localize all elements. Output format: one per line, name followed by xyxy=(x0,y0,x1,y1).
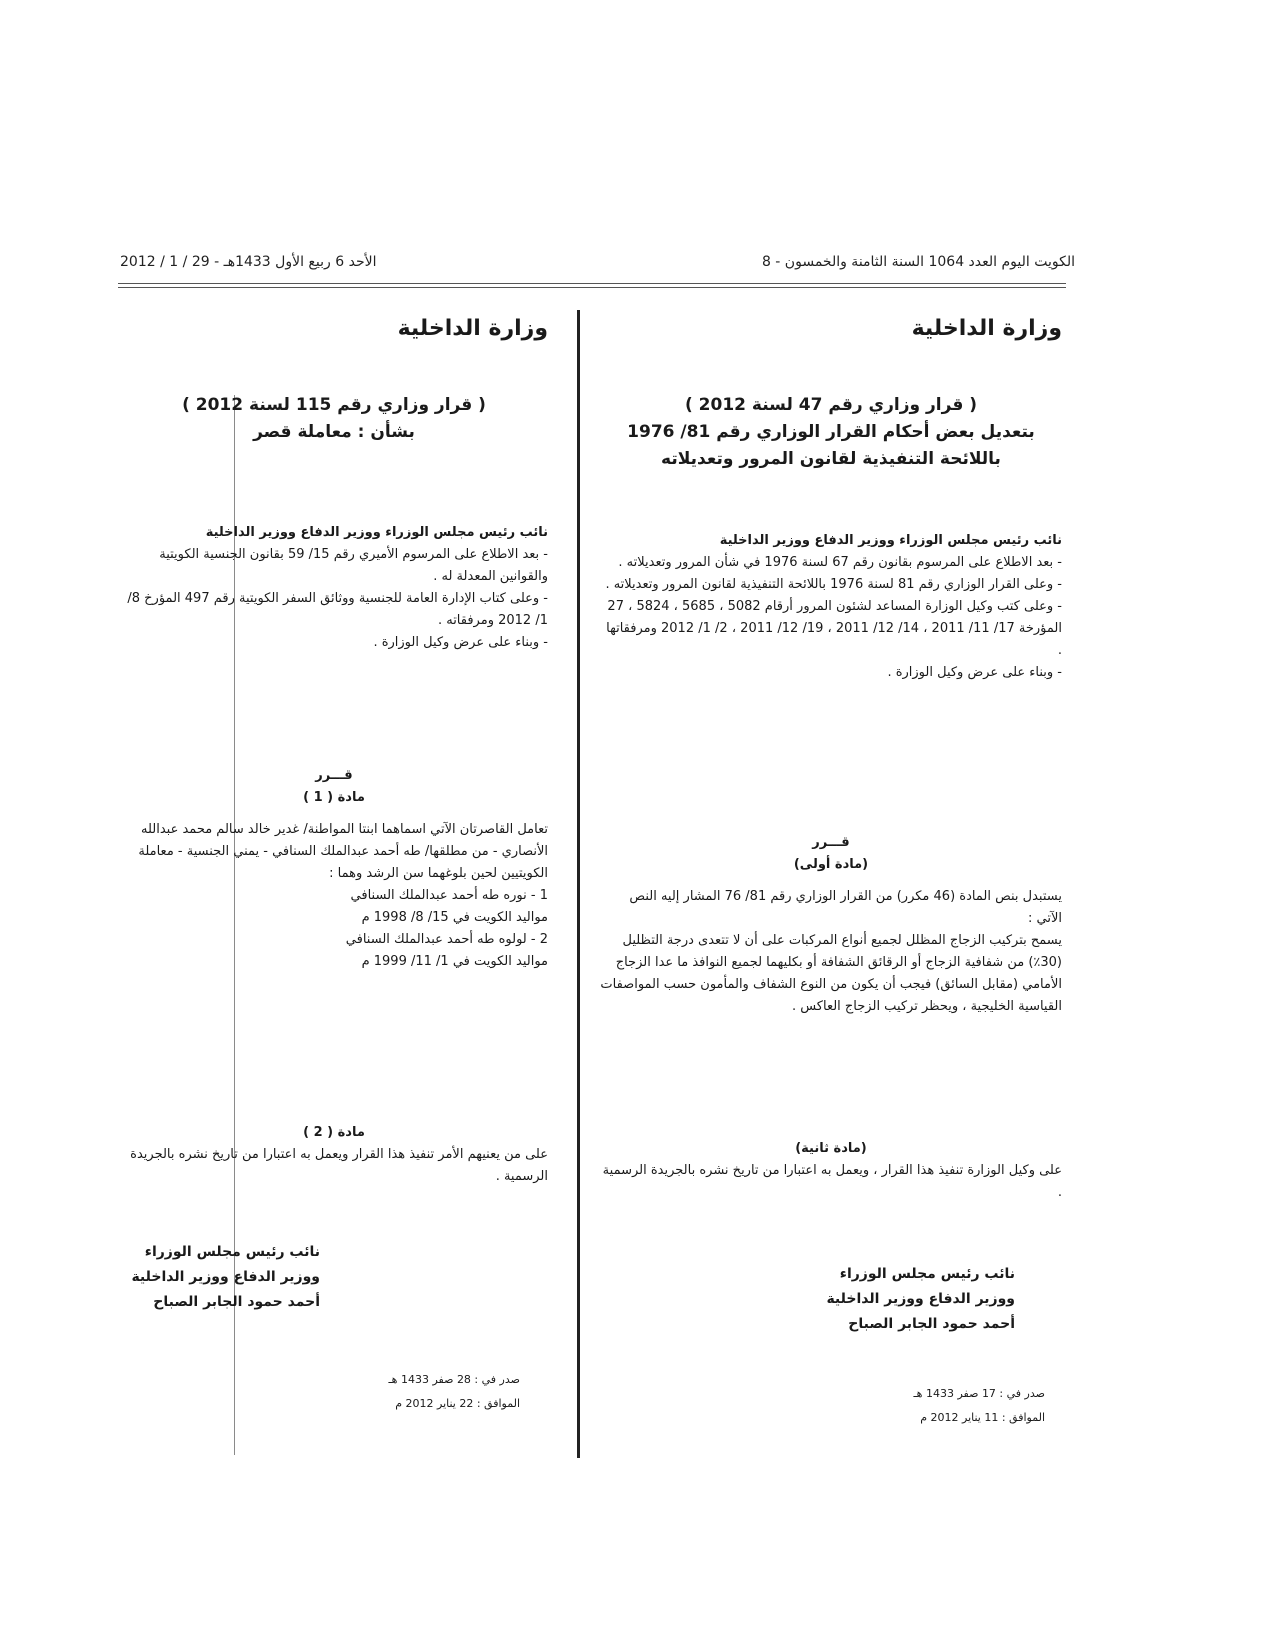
decision-title xyxy=(600,392,1062,473)
preamble-item: - بعد الاطلاع على المرسوم الأميري رقم 15/ 59 بقانون الجنسية الكويتية والقوانين المعدلة له . xyxy=(159,547,548,584)
issued-block xyxy=(875,1382,1045,1430)
preamble xyxy=(120,522,548,654)
preamble-item: - وبناء على عرض وكيل الوزارة . xyxy=(373,635,548,650)
article-2 xyxy=(120,1122,548,1188)
signature-line: نائب رئيس مجلس الوزراء xyxy=(144,1244,320,1260)
header-date: الأحد 6 ربيع الأول 1433هـ - 29 / 1 / 2012 xyxy=(120,254,377,270)
ministry-heading: وزارة الداخلية xyxy=(397,316,548,341)
header-rule-bottom xyxy=(118,287,1066,288)
signature-line: أحمد حمود الجابر الصباح xyxy=(153,1294,320,1310)
article-title: مادة ( 2 ) xyxy=(303,1125,365,1140)
preamble-item: - وعلى كتاب الإدارة العامة للجنسية ووثائق السفر الكويتية رقم 497 المؤرخ 8/ 1/ 2012 ومرفقاته . xyxy=(127,591,548,628)
article-2 xyxy=(600,1138,1062,1204)
preamble-item: - بعد الاطلاع على المرسوم بقانون رقم 67 لسنة 1976 في شأن المرور وتعديلاته . xyxy=(618,555,1062,570)
preamble-item: - وعلى كتب وكيل الوزارة المساعد لشئون المرور أرقام 5082 ، 5685 ، 5824 ، 27 المؤرخة 17/ 11/ 2011 ، 14/ 12/ 2011 ، 19/ 12/ 2011 ، 2/ 1/ 2012 ومرفقاتها . xyxy=(606,599,1062,658)
article-title: (مادة ثانية) xyxy=(795,1141,867,1156)
person-entry: مواليد الكويت في 15/ 8/ 1998 م xyxy=(361,910,548,925)
header-issue-info: الكويت اليوم العدد 1064 السنة الثامنة والخمسون - 8 xyxy=(761,254,1075,270)
person-entry: 2 - لولوه طه أحمد عبدالملك السنافي xyxy=(345,932,548,947)
issuer-line: نائب رئيس مجلس الوزراء ووزير الدفاع ووزير الداخلية xyxy=(205,525,548,540)
article-title: مادة ( 1 ) xyxy=(303,790,365,805)
article-text: على وكيل الوزارة تنفيذ هذا القرار ، ويعمل به اعتبارا من تاريخ نشره بالجريدة الرسمية . xyxy=(602,1163,1062,1200)
left-column xyxy=(120,316,548,341)
issued-date: الموافق : 11 يناير 2012 م xyxy=(920,1411,1045,1424)
decision-title xyxy=(120,392,548,446)
article-text: يسمح بتركيب الزجاج المظلل لجميع أنواع المركبات على أن لا تتعدى درجة التظليل (30٪) من شفافية الزجاج أو الرقائق الشفافة أو بكليهما لجميع النوافذ ما عدا الزجاج الأمامي (مقابل السائق) فيجب أن يكون من النوع الشفاف والمأمون حسب المواصفات القياسية الخليجية ، ويحظر تركيب الزجاج العاكس . xyxy=(600,933,1062,1014)
article-1 xyxy=(600,832,1062,1018)
preamble xyxy=(600,530,1062,684)
issued-block xyxy=(350,1368,520,1416)
ministry-heading: وزارة الداخلية xyxy=(911,316,1062,341)
header-rule-top xyxy=(118,283,1066,284)
issuer-line: نائب رئيس مجلس الوزراء ووزير الدفاع ووزير الداخلية xyxy=(719,533,1062,548)
article-1 xyxy=(120,765,548,973)
issued-date: صدر في : 28 صفر 1433 هـ xyxy=(388,1373,520,1386)
article-text: على من يعنيهم الأمر تنفيذ هذا القرار ويعمل به اعتبارا من تاريخ نشره بالجريدة الرسمية . xyxy=(130,1147,548,1184)
preamble-item: - وعلى القرار الوزاري رقم 81 لسنة 1976 باللائحة التنفيذية لقانون المرور وتعديلاته . xyxy=(605,577,1062,592)
article-text: يستبدل بنص المادة (46 مكرر) من القرار الوزاري رقم 81/ 76 المشار إليه النص الآتي : xyxy=(629,889,1062,926)
signature-block xyxy=(120,1240,320,1315)
signature-line: ووزير الدفاع ووزير الداخلية xyxy=(826,1291,1015,1307)
decision-title-line: ( قرار وزاري رقم 47 لسنة 2012 ) xyxy=(684,395,978,415)
decision-title-line: بتعديل بعض أحكام القرار الوزاري رقم 81/ 1976 xyxy=(627,422,1035,442)
decision-title-line: باللائحة التنفيذية لقانون المرور وتعديلاته xyxy=(661,449,1001,469)
decision-word: قـــرر xyxy=(315,768,353,783)
decision-title-line: بشأن : معاملة قصر xyxy=(253,422,415,442)
column-divider xyxy=(577,310,580,1458)
decision-title-line: ( قرار وزاري رقم 115 لسنة 2012 ) xyxy=(182,395,486,415)
signature-line: ووزير الدفاع ووزير الداخلية xyxy=(131,1269,320,1285)
person-entry: مواليد الكويت في 1/ 11/ 1999 م xyxy=(361,954,548,969)
issued-date: صدر في : 17 صفر 1433 هـ xyxy=(913,1387,1045,1400)
person-entry: 1 - نوره طه أحمد عبدالملك السنافي xyxy=(350,888,548,903)
article-title: (مادة أولى) xyxy=(793,857,869,872)
signature-line: أحمد حمود الجابر الصباح xyxy=(848,1316,1015,1332)
signature-line: نائب رئيس مجلس الوزراء xyxy=(839,1266,1015,1282)
issued-date: الموافق : 22 يناير 2012 م xyxy=(395,1397,520,1410)
preamble-item: - وبناء على عرض وكيل الوزارة . xyxy=(887,665,1062,680)
right-column xyxy=(600,316,1062,341)
signature-block xyxy=(795,1262,1015,1337)
article-text: تعامل القاصرتان الآتي اسماهما ابنتا المواطنة/ غدير خالد سالم محمد عبدالله الأنصاري - من مطلقها/ طه أحمد عبدالملك السنافي - يمني الجنسية - معاملة الكويتيين لحين بلوغهما سن الرشد وهما : xyxy=(138,822,548,881)
decision-word: قـــرر xyxy=(812,835,850,850)
